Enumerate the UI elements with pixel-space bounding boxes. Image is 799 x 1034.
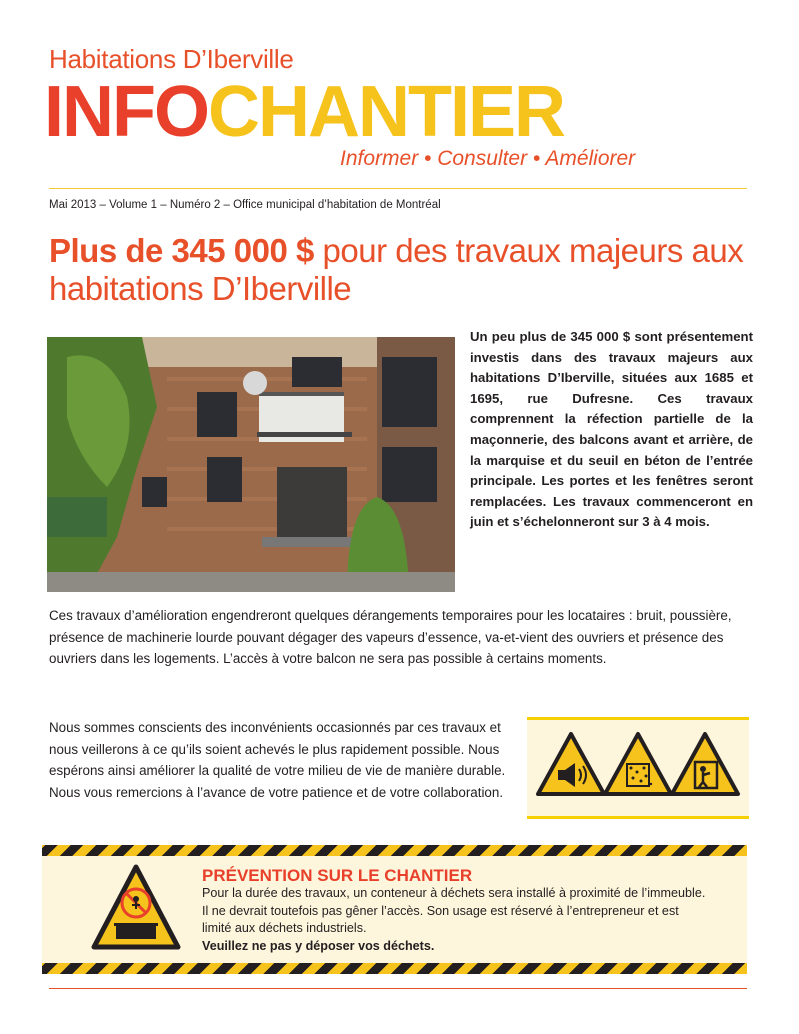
prevention-text: Pour la durée des travaux, un conteneur à déchets sera installé à proximité de l’immeuble. Il ne devrait toutefois pas gêner l’accès. Son usage est réservé à l’entrepreneur et est limité aux déchets industriels. <box>202 886 706 935</box>
prevention-body <box>202 885 710 955</box>
hazard-stripe-bottom <box>42 963 747 974</box>
dust-warning-icon <box>605 734 671 794</box>
brand-title <box>44 72 564 152</box>
brand-title-info: INFO <box>44 72 208 152</box>
body-paragraph: Ces travaux d’amélioration engendreront quelques dérangements temporaires pour les locataires : bruit, poussière, présence de machinerie lourde pouvant dégager des vapeurs d’essence, va-et-vient des ouvriers et présence des ouvriers dans les logements. L’accès à votre balcon ne sera pas possible à certains moments. <box>49 608 732 666</box>
brand-title-chantier: CHANTIER <box>207 72 564 152</box>
issue-info: Mai 2013 – Volume 1 – Numéro 2 – Office municipal d’habitation de Montréal <box>49 199 441 211</box>
brand-subtitle: Habitations D’Iberville <box>49 44 294 74</box>
worker-door-warning-icon <box>672 734 738 794</box>
tagline: Informer • Consulter • Améliorer <box>340 147 636 170</box>
no-dumping-icon <box>90 863 182 955</box>
intro-text: Un peu plus de 345 000 $ sont présentement investis dans des travaux majeurs aux habitations D’Iberville, situées aux 1685 et 1695, rue Dufresne. Ces travaux comprennent la réfection partielle de la maçonnerie, des balcons avant et arrière, de la marquise et du seuil en béton de l’entrée principale. Les portes et les fenêtres seront remplacées. Les travaux commenceront en juin et s’échelonneront sur 3 à 4 mois. <box>470 329 753 530</box>
building-photo-graphic <box>47 337 455 592</box>
headline <box>49 232 759 308</box>
prevention-warning: Veuillez ne pas y déposer vos déchets. <box>202 938 435 953</box>
header-divider <box>49 188 747 189</box>
prevention-title: PRÉVENTION SUR LE CHANTIER <box>202 866 473 885</box>
body-paragraph: Nous sommes conscients des inconvénients occasionnés par ces travaux et nous veillerons à ce qu’ils soient achevés le plus rapidement possible. Nous espérons ainsi améliorer la qualité de votre milieu de vie de manière durable. Nous vous remercions à l’avance de votre patience et de votre collaboration. <box>49 720 506 800</box>
building-photo <box>47 337 455 592</box>
headline-rest: pour des travaux majeurs aux habitations D’Iberville <box>49 232 744 307</box>
noise-warning-icon <box>538 734 604 794</box>
footer-divider <box>49 988 747 989</box>
warning-signs-panel <box>527 717 749 819</box>
headline-amount: Plus de 345 000 $ <box>49 232 314 269</box>
hazard-stripe-top <box>42 845 747 856</box>
